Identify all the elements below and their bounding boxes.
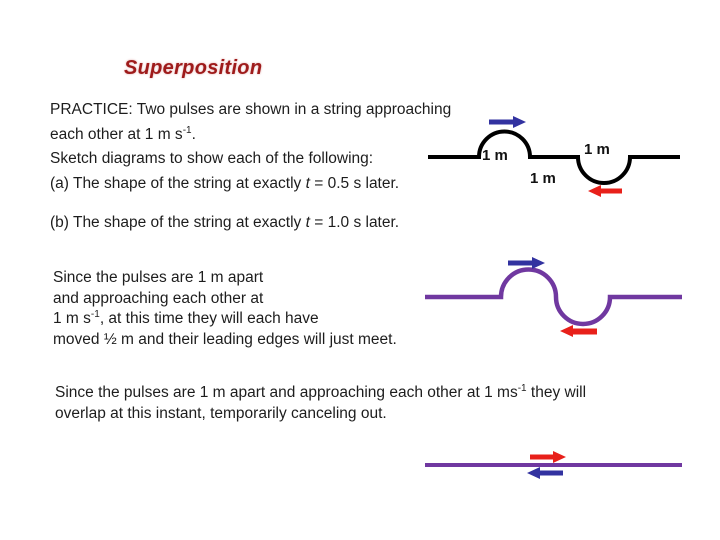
superscript-exponent: -1 xyxy=(90,309,100,321)
explanation-a-line-4 xyxy=(53,330,397,351)
practice-line-3-text: Sketch diagrams to show each of the following: xyxy=(50,150,374,167)
string-line-meeting xyxy=(425,270,682,325)
red-right-arrow-icon xyxy=(530,451,566,463)
practice-line-4-text: (a) The shape of the string at exactly xyxy=(50,174,306,192)
practice-line-4-tail: = 0.5 s later. xyxy=(309,174,400,192)
explanation-b-line-1 xyxy=(55,383,586,404)
practice-line-1 xyxy=(50,98,451,123)
time-variable: t xyxy=(305,214,310,231)
superscript-exponent: -1 xyxy=(182,124,192,136)
slide-title: Superposition xyxy=(124,57,263,79)
superscript-exponent: -1 xyxy=(517,382,527,394)
diagram-pulses-initial xyxy=(420,108,690,218)
diagram-pulses-meeting xyxy=(420,250,690,350)
explanation-a-line-1-text: Since the pulses are 1 m apart xyxy=(53,269,264,286)
part-b-line xyxy=(50,211,399,235)
blue-left-arrow-icon xyxy=(527,467,563,479)
diagram-pulses-canceled xyxy=(420,440,690,500)
label-gap-width: 1 m xyxy=(530,170,556,187)
explanation-a-line-2-text: and approaching each other at xyxy=(53,289,264,307)
explanation-b-block xyxy=(55,383,586,424)
practice-line-2-period: . xyxy=(191,125,196,143)
practice-line-4 xyxy=(50,172,451,197)
label-right-pulse-width: 1 m xyxy=(584,141,610,158)
explanation-a-line-4-text: moved ½ m and their leading edges will just meet. xyxy=(53,331,397,349)
blue-right-arrow-icon xyxy=(508,257,545,269)
red-left-arrow-icon xyxy=(588,185,622,197)
practice-line-2-text: each other at 1 m s xyxy=(50,125,183,143)
explanation-a-line-2 xyxy=(53,289,397,310)
time-variable: t xyxy=(305,174,310,192)
explanation-a-line-3 xyxy=(53,309,397,330)
part-b-tail: = 1.0 s later. xyxy=(309,214,400,231)
explanation-a-block xyxy=(53,268,397,351)
blue-right-arrow-icon xyxy=(489,116,526,128)
explanation-b-line-1-text: Since the pulses are 1 m apart and approaching each other at 1 ms xyxy=(55,384,518,401)
explanation-a-line-1 xyxy=(53,268,397,289)
practice-text-block xyxy=(50,98,451,196)
explanation-b-line-2 xyxy=(55,404,586,425)
explanation-a-line-3-text: 1 m s xyxy=(53,310,91,328)
explanation-a-line-3-tail: , at this time they will each have xyxy=(99,310,319,328)
red-left-arrow-icon xyxy=(560,325,597,337)
explanation-b-line-1-tail: they will xyxy=(526,384,587,401)
practice-line-1-text: PRACTICE: Two pulses are shown in a string approaching xyxy=(50,101,452,118)
practice-line-2 xyxy=(50,123,451,148)
part-b-text: (b) The shape of the string at exactly xyxy=(50,214,306,231)
practice-line-3 xyxy=(50,147,451,172)
explanation-b-line-2-text: overlap at this instant, temporarily canceling out. xyxy=(55,404,387,422)
label-left-pulse-width: 1 m xyxy=(482,147,508,164)
